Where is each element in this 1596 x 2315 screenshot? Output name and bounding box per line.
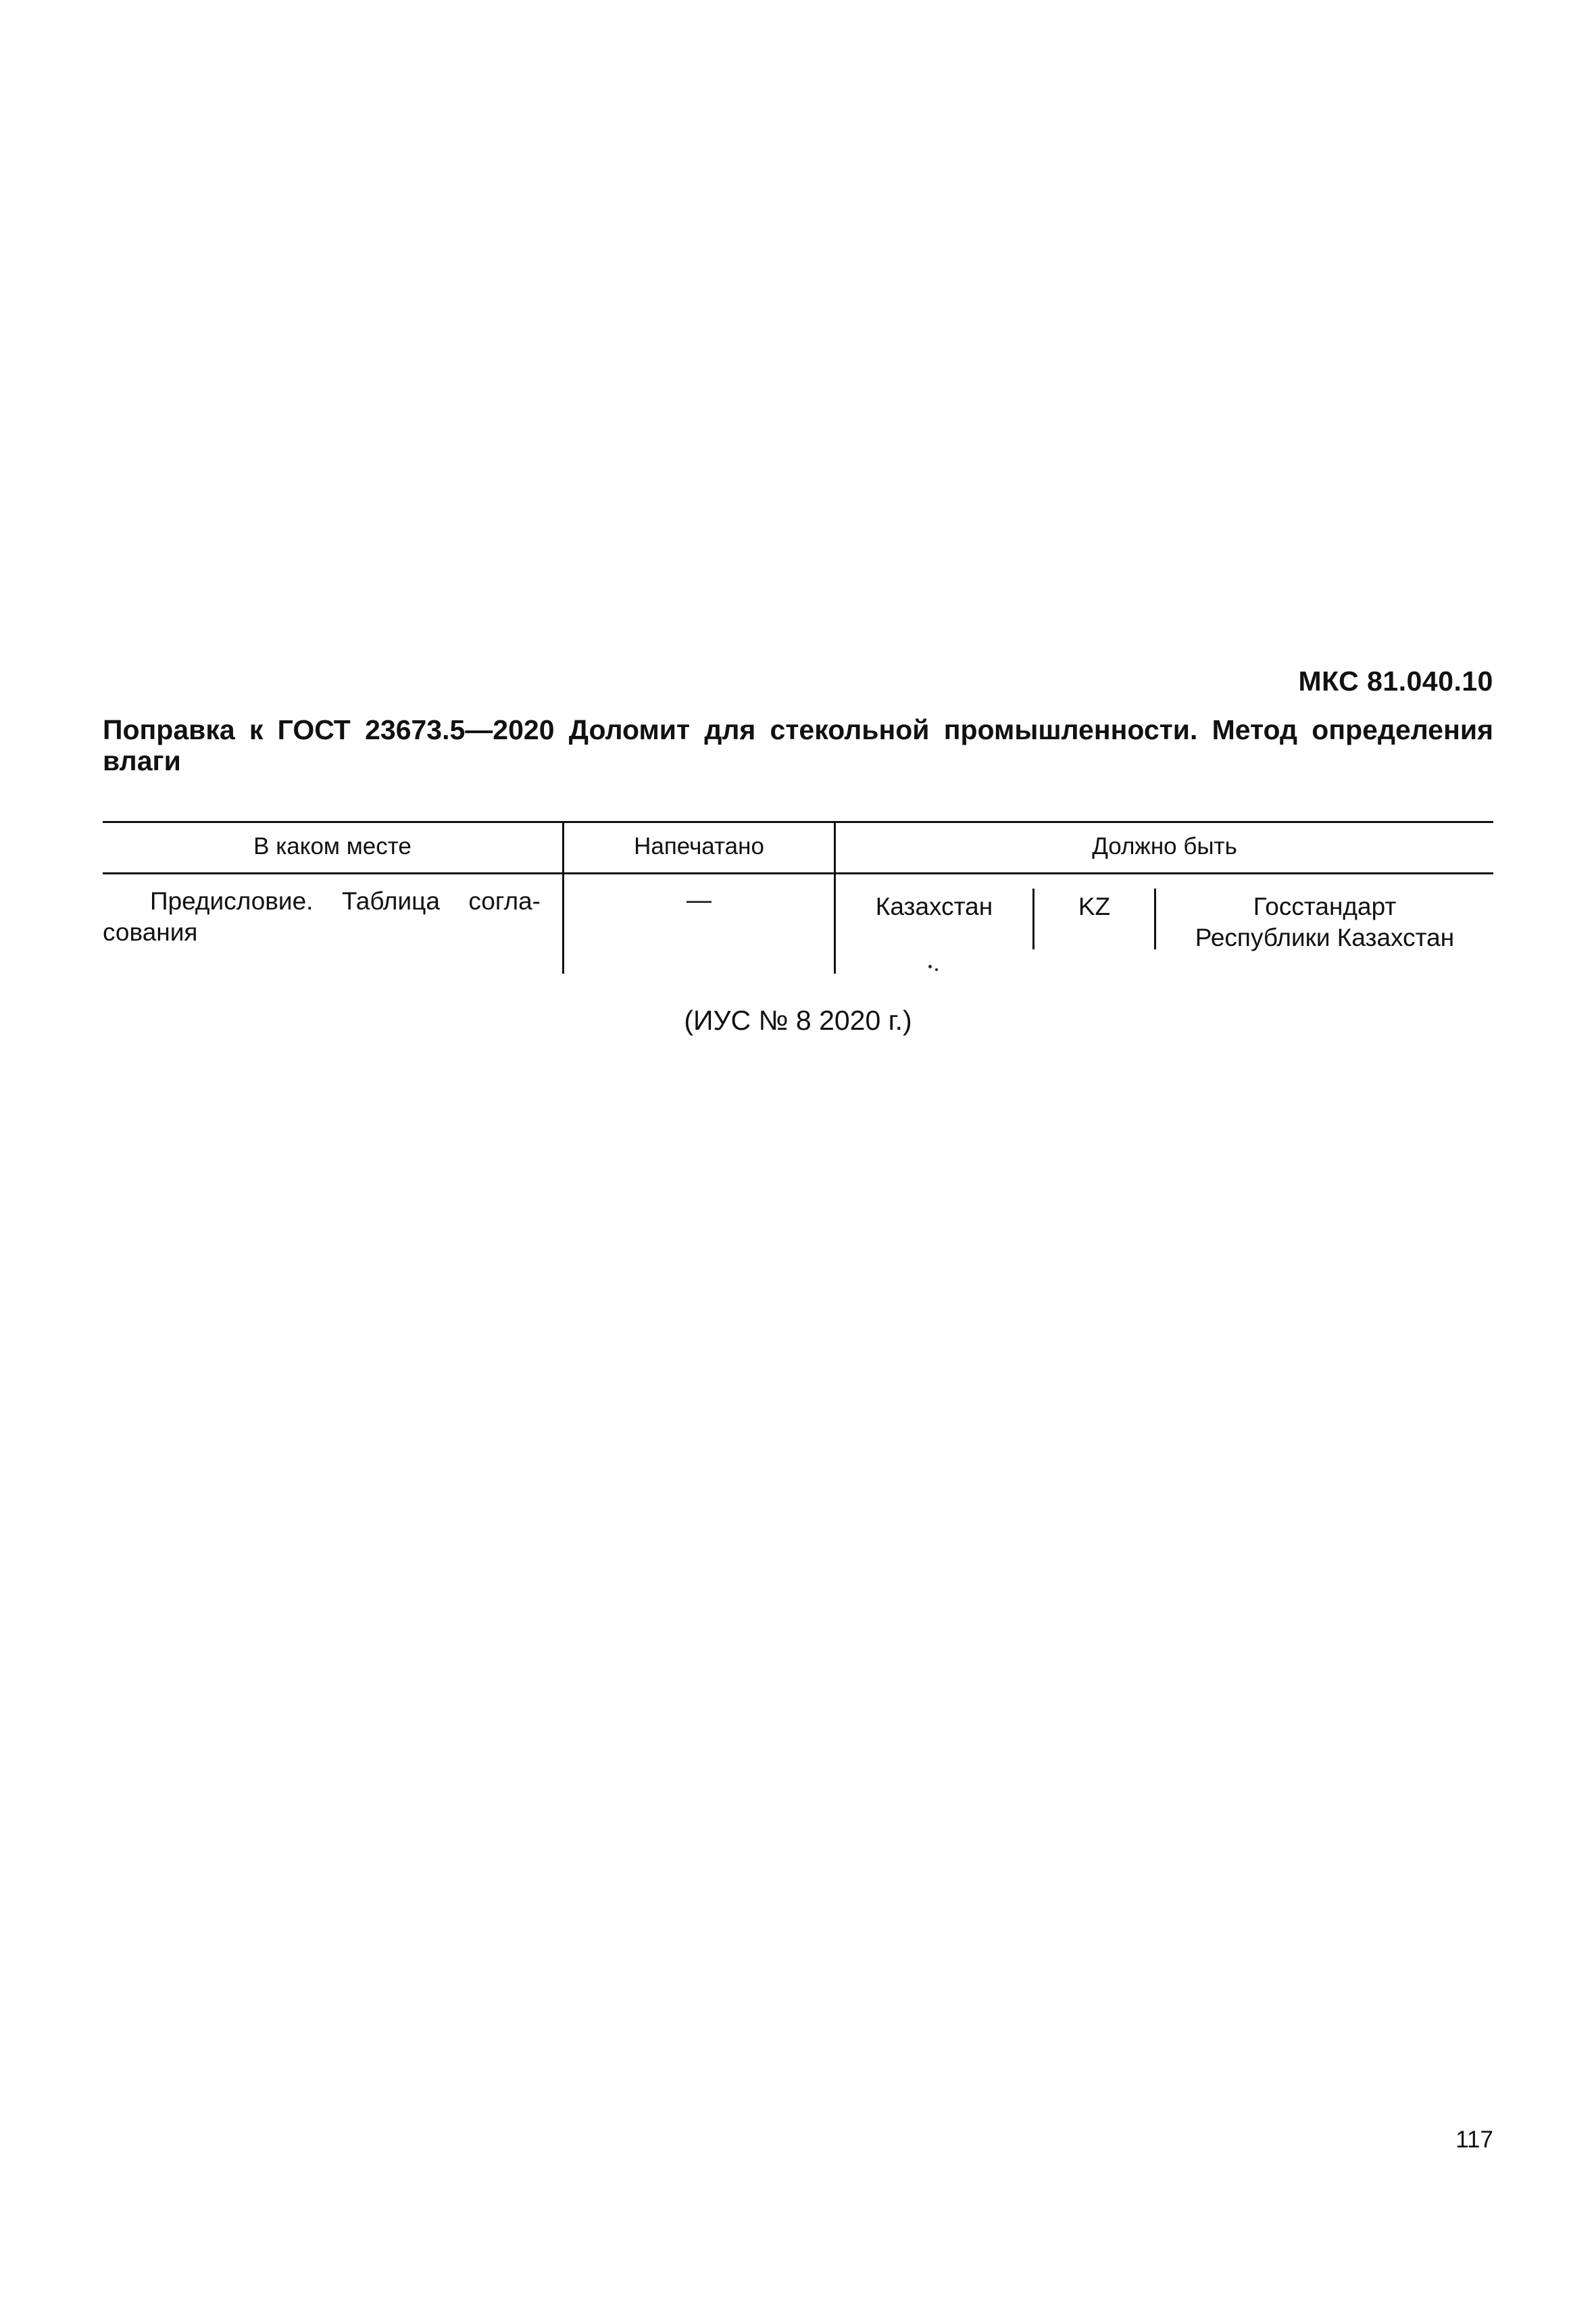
printed-cell: — (687, 886, 712, 914)
mks-code: МКС 81.040.10 (1298, 666, 1493, 697)
scan-speck (928, 965, 932, 968)
column-header-should-be: Должно быть (1092, 833, 1237, 860)
table-header-rule (103, 872, 1493, 874)
country-code-cell: KZ (1078, 893, 1111, 920)
correction-table (103, 821, 1493, 976)
table-top-rule (103, 821, 1493, 823)
organization-line-1: Госстандарт (1253, 893, 1397, 920)
country-cell: Казахстан (875, 893, 993, 920)
organization-cell (1156, 891, 1493, 953)
place-cell: Предисловие. Таблица согла-сования (103, 887, 541, 946)
document-title: Поправка к ГОСТ 23673.5—2020 Доломит для стекольной промышленности. Метод определения влаги (103, 714, 1493, 776)
organization-line-2: Республики Казахстан (1195, 924, 1455, 951)
scan-speck (935, 968, 938, 971)
page-number: 117 (1455, 2126, 1493, 2153)
column-header-place: В каком месте (253, 833, 412, 860)
column-header-printed: Напечатано (634, 833, 764, 860)
ius-reference: (ИУС № 8 2020 г.) (684, 1005, 912, 1036)
